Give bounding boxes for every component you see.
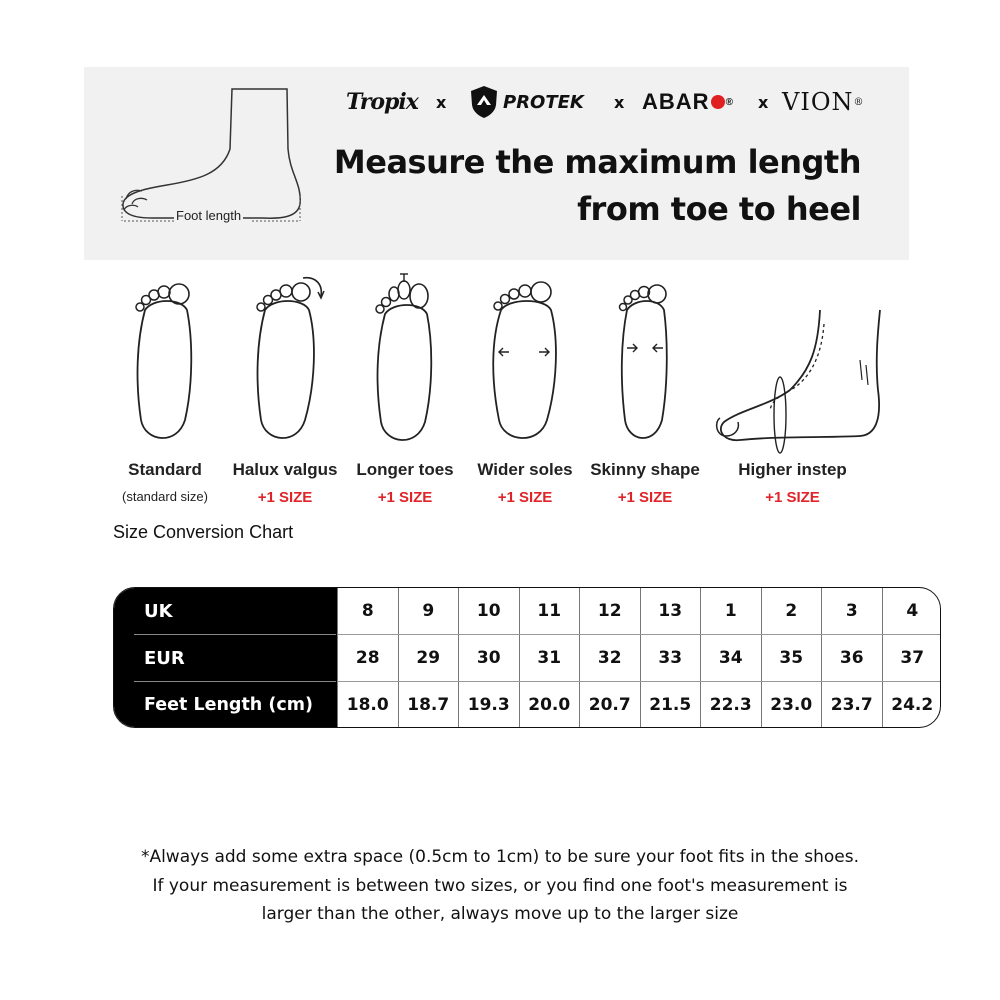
table-cell: 11 [519, 588, 580, 635]
table-cell: 23.7 [821, 682, 882, 728]
row-header-feet-length: Feet Length (cm) [114, 682, 337, 728]
foot-type-halux-valgus [220, 265, 350, 515]
abaro-play-icon [711, 95, 725, 109]
table-cell: 22.3 [700, 682, 761, 728]
table-cell: 28 [337, 635, 398, 682]
table-cell: 19.3 [458, 682, 519, 728]
table-cell: 36 [821, 635, 882, 682]
row-header-uk: UK [114, 588, 337, 635]
table-cell: 29 [398, 635, 459, 682]
protek-shield-icon [469, 85, 499, 119]
table-cell: 12 [579, 588, 640, 635]
brand-separator: x [436, 92, 447, 112]
brand-separator: x [614, 92, 625, 112]
foot-type-guide [100, 265, 900, 515]
tropix-logo: Tropix [346, 89, 418, 115]
foot-type-label: Standard [128, 460, 202, 479]
table-cell: 4 [882, 588, 942, 635]
table-row-uk [114, 588, 941, 635]
size-conversion-table [113, 587, 941, 728]
table-cell: 10 [458, 588, 519, 635]
row-divider [337, 681, 940, 682]
foot-type-standard [100, 265, 230, 515]
foot-type-longer-toes [340, 265, 470, 515]
foot-type-label: Higher instep [738, 460, 847, 479]
standard-foot-icon [115, 270, 215, 455]
foot-type-size-note: +1 SIZE [377, 489, 433, 506]
table-cell: 31 [519, 635, 580, 682]
table-cell: 2 [761, 588, 822, 635]
table-cell: 30 [458, 635, 519, 682]
table-cell: 37 [882, 635, 942, 682]
foot-type-label: Skinny shape [590, 460, 700, 479]
table-cell: 8 [337, 588, 398, 635]
table-row-feet-length [114, 682, 941, 728]
foot-type-size-note: +1 SIZE [257, 489, 313, 506]
sizing-footnote: *Always add some extra space (0.5cm to 1cm) to be sure your foot fits in the shoes. If your measurement is between two sizes, or you find one foot's measurement is larger than the other, always move up to the larger size [140, 847, 860, 924]
page-headline: Measure the maximum length from toe to heel [333, 143, 861, 228]
table-row-eur [114, 635, 941, 682]
header-banner [84, 67, 909, 260]
table-cell: 13 [640, 588, 701, 635]
size-chart-title: Size Conversion Chart [113, 522, 294, 542]
table-cell: 1 [700, 588, 761, 635]
table-cell: 20.7 [579, 682, 640, 728]
table-cell: 20.0 [519, 682, 580, 728]
foot-type-wider-soles [460, 265, 590, 515]
table-cell: 33 [640, 635, 701, 682]
longer-toes-foot-icon [355, 270, 455, 455]
brand-separator: x [758, 92, 769, 112]
table-cell: 24.2 [882, 682, 942, 728]
foot-type-size-note: +1 SIZE [765, 489, 820, 506]
table-cell: 34 [700, 635, 761, 682]
table-cell: 3 [821, 588, 882, 635]
vion-logo: VION ® [782, 88, 865, 116]
higher-instep-foot-icon [710, 270, 890, 455]
foot-length-label: Foot length [176, 208, 242, 223]
header-divider [134, 681, 336, 682]
abaro-logo: ABAR ® [642, 89, 734, 114]
foot-type-label: Halux valgus [232, 460, 338, 479]
header-divider [134, 634, 336, 635]
foot-type-size-note: (standard size) [122, 489, 208, 504]
halux-valgus-foot-icon [235, 270, 335, 455]
table-cell: 18.0 [337, 682, 398, 728]
table-cell: 32 [579, 635, 640, 682]
table-cell: 9 [398, 588, 459, 635]
foot-type-size-note: +1 SIZE [617, 489, 673, 506]
foot-type-skinny-shape [580, 265, 710, 515]
table-cell: 35 [761, 635, 822, 682]
foot-type-size-note: +1 SIZE [497, 489, 553, 506]
skinny-shape-foot-icon [595, 270, 695, 455]
wider-soles-foot-icon [475, 270, 575, 455]
protek-logo: PROTEK [469, 77, 584, 127]
brand-logos [346, 77, 906, 127]
row-header-eur: EUR [114, 635, 337, 682]
foot-type-label: Longer toes [356, 460, 454, 479]
table-cell: 21.5 [640, 682, 701, 728]
table-cell: 18.7 [398, 682, 459, 728]
foot-type-label: Wider soles [477, 460, 573, 479]
row-divider [337, 634, 940, 635]
table-cell: 23.0 [761, 682, 822, 728]
foot-type-higher-instep [710, 265, 890, 515]
